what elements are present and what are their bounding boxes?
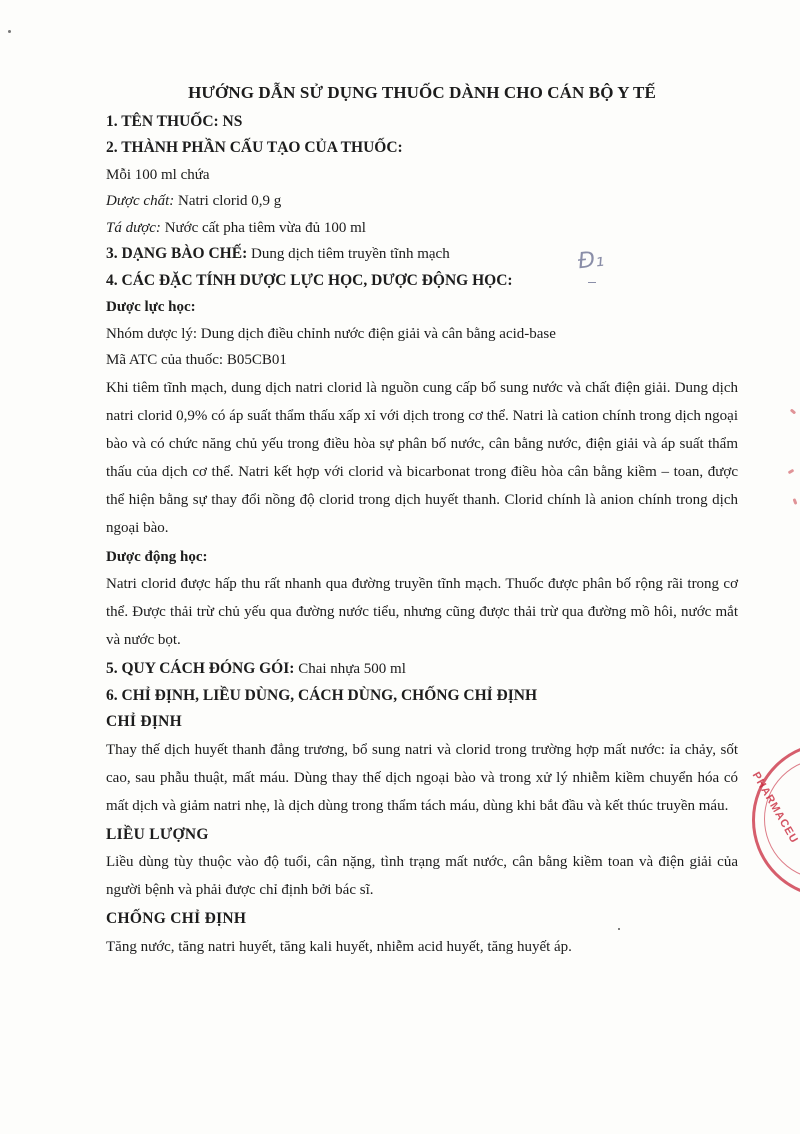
handwritten-mark: Đ₁ bbox=[576, 246, 606, 275]
indications-heading: CHỈ ĐỊNH bbox=[106, 713, 183, 730]
indications-text: Thay thế dịch huyết thanh đẳng trương, bổ sung natri và clorid trong trường hợp mất nước: ỉa chảy, sốt cao, sau phẫu thuật, mất máu. Dùng thay thế dịch ngoại bào và trong xử lý nhiễm kiềm chuyển hóa có mất dịch và giảm natri nhẹ, là dịch dùng trong thẩm tách máu, dùng khi bắt đầu và kết thúc truyền máu. bbox=[106, 741, 738, 814]
scan-speck bbox=[8, 30, 11, 33]
red-edge-mark bbox=[790, 408, 797, 414]
section-5 bbox=[106, 656, 738, 683]
handwritten-tick bbox=[588, 282, 596, 283]
section-6-heading: 6. CHỈ ĐỊNH, LIỀU DÙNG, CÁCH DÙNG, CHỐNG CHỈ ĐỊNH bbox=[106, 686, 538, 704]
section-4-heading: 4. CÁC ĐẶC TÍNH DƯỢC LỰC HỌC, DƯỢC ĐỘNG HỌC: bbox=[106, 271, 513, 289]
section-1-heading: 1. TÊN THUỐC: NS bbox=[106, 112, 243, 130]
document-title: HƯỚNG DẪN SỬ DỤNG THUỐC DÀNH CHO CÁN BỘ Y TẾ bbox=[188, 83, 656, 102]
section-3 bbox=[106, 241, 738, 268]
pharmacodynamics-heading: Dược lực học: bbox=[106, 299, 196, 315]
composition-intro: Mỗi 100 ml chứa bbox=[106, 166, 210, 183]
section-5-heading: 5. QUY CÁCH ĐÓNG GÓI: bbox=[106, 660, 295, 677]
stamp-text: PHARMACEU bbox=[749, 770, 800, 846]
dosage-text: Liều dùng tùy thuộc vào độ tuổi, cân nặng, tình trạng mất nước, cân bằng kiềm toan và điện giải của người bệnh và phải được chỉ định bởi bác sĩ. bbox=[106, 854, 738, 898]
packaging-value: Chai nhựa 500 ml bbox=[294, 661, 406, 677]
excipient-label: Tá dược: bbox=[106, 219, 161, 236]
section-2-heading: 2. THÀNH PHẦN CẤU TẠO CỦA THUỐC: bbox=[106, 139, 403, 156]
contraindications-heading: CHỐNG CHỈ ĐỊNH bbox=[106, 910, 247, 927]
red-edge-mark bbox=[793, 498, 798, 505]
red-edge-mark bbox=[788, 469, 795, 475]
pharmacological-group: Nhóm dược lý: Dung dịch điều chỉnh nước điện giải và cân bằng acid-base bbox=[106, 325, 556, 342]
active-ingredient bbox=[106, 188, 738, 215]
excipient bbox=[106, 215, 738, 242]
contraindications-text: Tăng nước, tăng natri huyết, tăng kali huyết, nhiễm acid huyết, tăng huyết áp. bbox=[106, 938, 572, 955]
atc-code: Mã ATC của thuốc: B05CB01 bbox=[106, 352, 287, 368]
scan-dot bbox=[618, 928, 620, 930]
pharmacokinetics-heading: Dược động học: bbox=[106, 548, 208, 565]
active-label: Dược chất: bbox=[106, 193, 175, 209]
dosage-heading: LIỀU LƯỢNG bbox=[106, 825, 209, 843]
pharmacodynamics-text: Khi tiêm tĩnh mạch, dung dịch natri clorid là nguồn cung cấp bổ sung nước và chất điện giải. Dung dịch natri clorid 0,9% có áp suất thẩm thấu xấp xỉ với dịch trong cơ thể. Natri là cation chính trong dịch ngoại bào và có chức năng chủ yếu trong điều hòa sự phân bố nước, cân bằng nước, điện giải và áp suất thẩm thấu của dịch cơ thể. Natri kết hợp với clorid và bicarbonat trong điều hòa cân bằng kiềm – toan, được thể hiện bằng sự thay đổi nồng độ clorid trong dịch huyết thanh. Clorid chính là anion chính trong dịch ngoại bào. bbox=[106, 379, 738, 536]
section-3-heading: 3. DẠNG BÀO CHẾ: bbox=[106, 245, 248, 262]
active-value: Natri clorid 0,9 g bbox=[174, 193, 282, 209]
excipient-value: Nước cất pha tiêm vừa đủ 100 ml bbox=[160, 219, 366, 236]
pharmacokinetics-text: Natri clorid được hấp thu rất nhanh qua đường truyền tĩnh mạch. Thuốc được phân bố rộng rãi trong cơ thể. Được thải trừ chủ yếu qua đường nước tiểu, nhưng cũng được thải trừ qua đường mồ hôi, nước mắt và nước bọt. bbox=[106, 576, 738, 648]
document-body bbox=[106, 80, 738, 961]
dosage-form-value: Dung dịch tiêm truyền tĩnh mạch bbox=[247, 246, 450, 262]
